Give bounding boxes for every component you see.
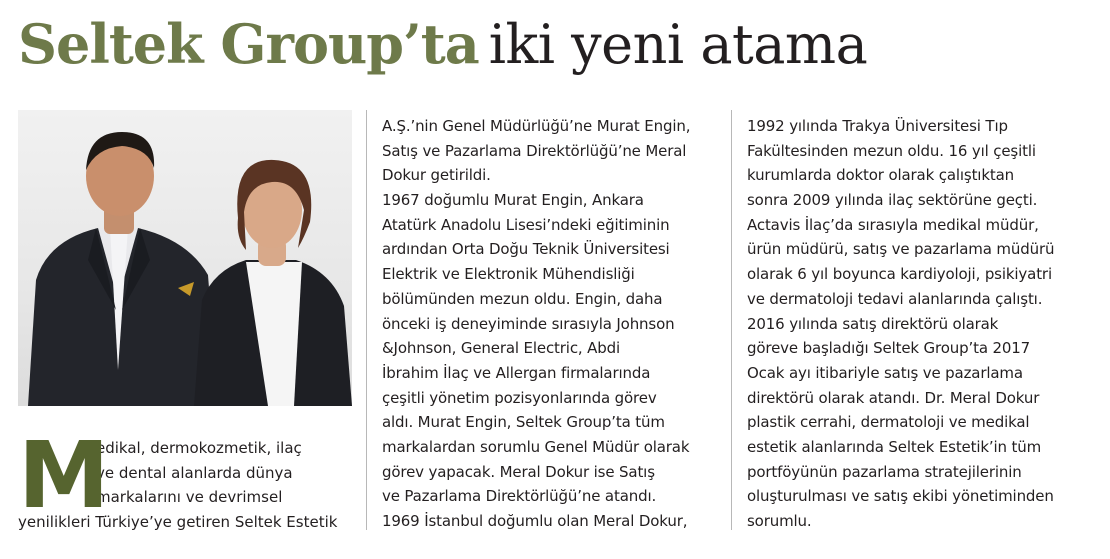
article-headline (18, 4, 867, 84)
column3-line: oluşturulması ve satış ekibi yönetiminden (747, 487, 1054, 506)
column2-line: ardından Orta Doğu Teknik Üniversitesi (382, 240, 670, 259)
column2-line: A.Ş.’nin Genel Müdürlüğü’ne Murat Engin, (382, 117, 691, 135)
column3-line: kurumlarda doktor olarak çalıştıktan (747, 166, 1014, 185)
intro-paragraph (18, 422, 358, 534)
column2-line: markalardan sorumlu Genel Müdür olarak (382, 437, 690, 456)
column2-line: &Johnson, General Electric, Abdi (382, 339, 621, 358)
column2-line: 1969 İstanbul doğumlu olan Meral Dokur, (382, 512, 688, 530)
intro-line: markalarını ve devrimsel (96, 488, 283, 506)
column3-line: 2016 yılında satış direktörü olarak (747, 314, 999, 333)
headline-light: iki yeni atama (488, 13, 868, 76)
column3-line: Actavis İlaç’da sırasıyla medikal müdür, (747, 215, 1039, 234)
drop-cap: M (18, 422, 110, 529)
headline-bold: Seltek Group’ta (18, 12, 479, 76)
article-column-3 (747, 114, 1083, 534)
column2-line: Satış ve Pazarlama Direktörlüğü’ne Meral (382, 141, 687, 160)
column3-line: olarak 6 yıl boyunca kardiyoloji, psikiyatri (747, 265, 1052, 284)
column2-line: Dokur getirildi. (382, 166, 491, 185)
column2-line: çeşitli yönetim pozisyonlarında görev (382, 388, 657, 407)
article-column-2 (382, 114, 718, 534)
intro-line: yenilikleri Türkiye’ye getiren Seltek Estetik (18, 512, 338, 531)
column-rule-2 (731, 110, 732, 530)
column2-line: İbrahim İlaç ve Allergan firmalarında (382, 363, 651, 382)
column3-line: plastik cerrahi, dermatoloji ve medikal (747, 413, 1030, 432)
column2-line: 1967 doğumlu Murat Engin, Ankara (382, 191, 644, 210)
column2-line: Elektrik ve Elektronik Mühendisliği (382, 265, 635, 284)
column3-line: Fakültesinden mezun oldu. 16 yıl çeşitli (747, 141, 1036, 160)
column3-line: direktörü olarak atandı. Dr. Meral Dokur (747, 388, 1040, 407)
column3-line: sonra 2009 yılında ilaç sektörüne geçti. (747, 191, 1038, 210)
column2-line: aldı. Murat Engin, Seltek Group’ta tüm (382, 413, 665, 432)
column3-line: ürün müdürü, satış ve pazarlama müdürü (747, 240, 1055, 259)
column2-line: önceki iş deneyiminde sırasıyla Johnson (382, 314, 675, 333)
executives-photo (18, 110, 352, 406)
column3-line: portföyünün pazarlama stratejilerinin (747, 462, 1022, 481)
intro-line: edikal, dermokozmetik, ilaç (96, 439, 302, 457)
column3-line: sorumlu. (747, 512, 812, 530)
column2-line: görev yapacak. Meral Dokur ise Satış (382, 462, 655, 481)
executives-photo-illustration (18, 110, 352, 406)
column3-line: estetik alanlarında Seltek Estetik’in tüm (747, 437, 1042, 456)
column3-line: göreve başladığı Seltek Group’ta 2017 (747, 339, 1031, 358)
column2-line: Atatürk Anadolu Lisesi’ndeki eğitiminin (382, 215, 670, 234)
column3-line: 1992 yılında Trakya Üniversitesi Tıp (747, 117, 1008, 135)
column2-line: bölümünden mezun oldu. Engin, daha (382, 289, 663, 308)
column-rule-1 (366, 110, 367, 530)
intro-line: ve dental alanlarda dünya (96, 463, 293, 482)
column3-line: Ocak ayı itibariyle satış ve pazarlama (747, 363, 1023, 382)
column2-line: ve Pazarlama Direktörlüğü’ne atandı. (382, 487, 657, 506)
column3-line: ve dermatoloji tedavi alanlarında çalıştı. (747, 289, 1043, 308)
